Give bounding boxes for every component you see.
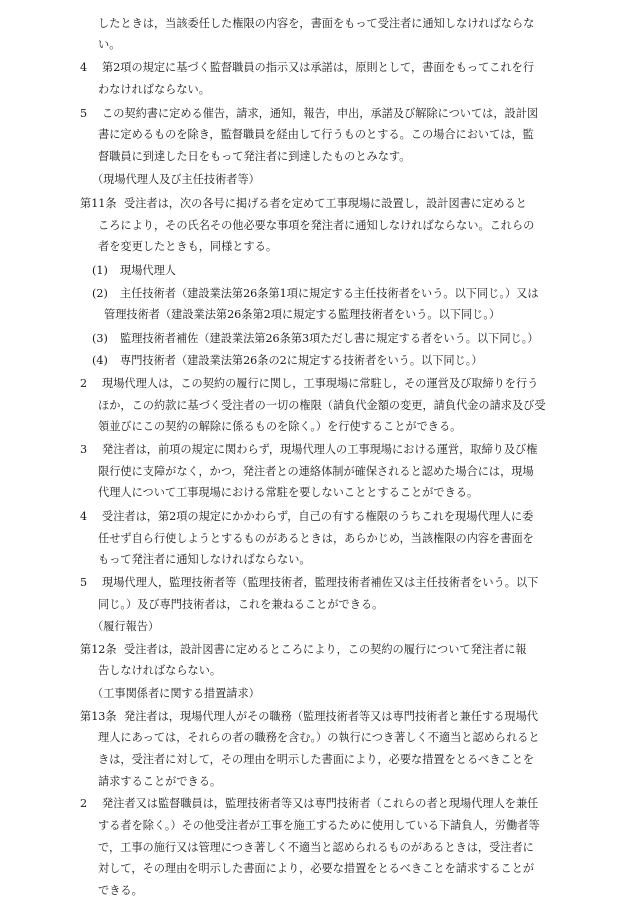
text-line: 代理人について工事現場における常駐を要しないこととすることができる。 bbox=[98, 486, 479, 500]
paragraph-number: 3 bbox=[80, 443, 88, 456]
paragraph-number: 2 bbox=[80, 377, 88, 390]
text-line: 限行使に支障がなく，かつ，発注者との連絡体制が確保されると認めた場合には，現場 bbox=[98, 464, 534, 478]
text-line: 領並びにこの契約の解除に係るものを除く。）を行使することができる。 bbox=[98, 420, 462, 434]
article-caption: （工事関係者に関する措置請求） bbox=[92, 687, 260, 700]
text-line: したときは，当該委任した権限の内容を，書面をもって受注者に通知しなければならな bbox=[98, 17, 535, 30]
text-line: 督職員に到達した日をもって発注者に到達したものとみなす。 bbox=[98, 149, 411, 163]
text-line: 管理技術者（建設業法第26条第2項に規定する監理技術者をいう。以下同じ。） bbox=[104, 308, 501, 322]
article-number: 第12条 bbox=[80, 642, 117, 656]
text-line: 同じ。）及び専門技術者は，これを兼ねることができる。 bbox=[98, 597, 384, 611]
text-line: で，工事の施行又は管理につき著しく不適当と認められるものがあるときは，受注者に bbox=[98, 840, 534, 854]
paragraph-number: 5 bbox=[80, 106, 88, 120]
article-number: 第11条 bbox=[80, 197, 117, 210]
text-line: 請求することができる。 bbox=[98, 774, 222, 788]
text-line: い。 bbox=[98, 37, 121, 51]
text-line: 対して，その理由を明示した書面により，必要な措置をとるべきことを請求することが bbox=[98, 862, 535, 876]
text-line: する者を除く。）その他受注者が工事を施工するために使用している下請負人，労働者等 bbox=[98, 819, 540, 832]
text-line: 理人にあっては，それらの者の職務を含む。）の執行につき著しく不適当と認められると bbox=[98, 731, 540, 745]
paragraph-number: 2 bbox=[80, 797, 88, 811]
article-number: 第13条 bbox=[80, 709, 117, 723]
text-line: 書に定めるものを除き，監督職員を経由して行うものとする。この場合においては，監 bbox=[98, 128, 534, 142]
text-line: 告しなければならない。 bbox=[98, 664, 222, 678]
paragraph-number: 4 bbox=[80, 61, 88, 75]
document-page: したときは，当該委任した権限の内容を，書面をもって受注者に通知しなければならな い。 4 第2項の規定に基づく監督職員の指示又は承諾は，原則として，書面をもってこれを行 わなければならない。 5 この契約書に定める催告，請求，通知，報告，申出，承諾及び解除については，設計図 書に定めるものを除き，監督職員を経由して行うものとする。この場合においては，監 督職員に到達した日をもって発注者に到達したものとみなす。 （現場代理人及び主任技術者等） 第11条 受注者は，次の各号に掲げる者を定めて工事現場に設置し，設計図書に定めると ころにより，その氏名その他必要な事項を発注者に通知しなければならない。これらの 者を変更したときも，同様とする。 (1) 現場代理人 (2) 主任技術者（建設業法第26条第1項に規定する主任技術者をいう。以下同じ。）又は 管理技術者（建設業法第26条第2項に規定する監理技術者をいう。以下同じ。） (3) 監理技術者補佐（建設業法第26条第3項ただし書に規定する者をいう。以下同じ。） (4) 専門技術者（建設業法第26条の2に規定する技術者をいう。以下同じ。） 2 現場代理人は，この契約の履行に関し，工事現場に常駐し，その運営及び取締りを行う ほか，この約款に基づく受注者の一切の権限（請負代金額の変更，請負代金の請求及び受 領並びにこの契約の解除に係るものを除く。）を行使することができる。 3 発注者は，前項の規定に関わらず，現場代理人の工事現場における運営，取締り及び権 限行使に支障がなく，かつ，発注者との連絡体制が確保されると認めた場合には，現場 代理人について工事現場における常駐を要しないこととすることができる。 4 受注者は，第2項の規定にかかわらず，自己の有する権限のうちこれを現場代理人に委 任せず自ら行使しようとするものがあるときは，あらかじめ，当該権限の内容を書面を もって発注者に通知しなければならない。 5 現場代理人，監理技術者等（監理技術者，監理技術者補佐又は主任技術者をいう。以下 同じ。）及び専門技術者は，これを兼ねることができる。 （履行報告） 第12条 受注者は，設計図書に定めるところにより，この契約の履行について発注者に報 告しなければならない。 （工事関係者に関する措置請求） 第13条 発注者は，現場代理人がその職務（監理技術者等又は専門技術者と兼任する現場代 理人にあっては，それらの者の職務を含む。）の執行につき著しく不適当と認められると きは，受注者に対して，その理由を明示した書面により，必要な措置をとるべきことを 請求することができる。 2 発注者又は監督職員は，監理技術者等又は専門技術者（これらの者と現場代理人を兼任 する者を除く。）その他受注者が工事を施工するために使用している下請負人，労働者等 で，工事の施行又は管理につき著しく不適当と認められるものがあるときは，受注者に 対して，その理由を明示した書面により，必要な措置をとるべきことを請求することが できる。 bbox=[0, 0, 630, 903]
text-line: きは，受注者に対して，その理由を明示した書面により，必要な措置をとるべきことを bbox=[98, 753, 535, 766]
paragraph-number: 4 bbox=[80, 509, 88, 523]
text-line: 者を変更したときも，同様とする。 bbox=[98, 240, 278, 254]
text-line: ころにより，その氏名その他必要な事項を発注者に通知しなければならない。これらの bbox=[98, 218, 535, 232]
text-line: 任せず自ら行使しようとするものがあるときは，あらかじめ，当該権限の内容を書面を bbox=[98, 531, 534, 545]
item-number: (3) bbox=[92, 331, 108, 345]
item-number: (1) bbox=[92, 263, 108, 277]
paragraph-number: 5 bbox=[80, 575, 88, 589]
article-caption: （履行報告） bbox=[92, 620, 160, 634]
article-caption: （現場代理人及び主任技術者等） bbox=[92, 173, 260, 187]
text-line: できる。 bbox=[98, 884, 143, 897]
item-number: (2) bbox=[92, 286, 108, 300]
text-line: わなければならない。 bbox=[98, 83, 210, 96]
item-number: (4) bbox=[92, 354, 108, 368]
text-line: ほか，この約款に基づく受注者の一切の権限（請負代金額の変更，請負代金の請求及び受 bbox=[98, 398, 546, 412]
text-line: もって発注者に通知しなければならない。 bbox=[98, 553, 311, 567]
